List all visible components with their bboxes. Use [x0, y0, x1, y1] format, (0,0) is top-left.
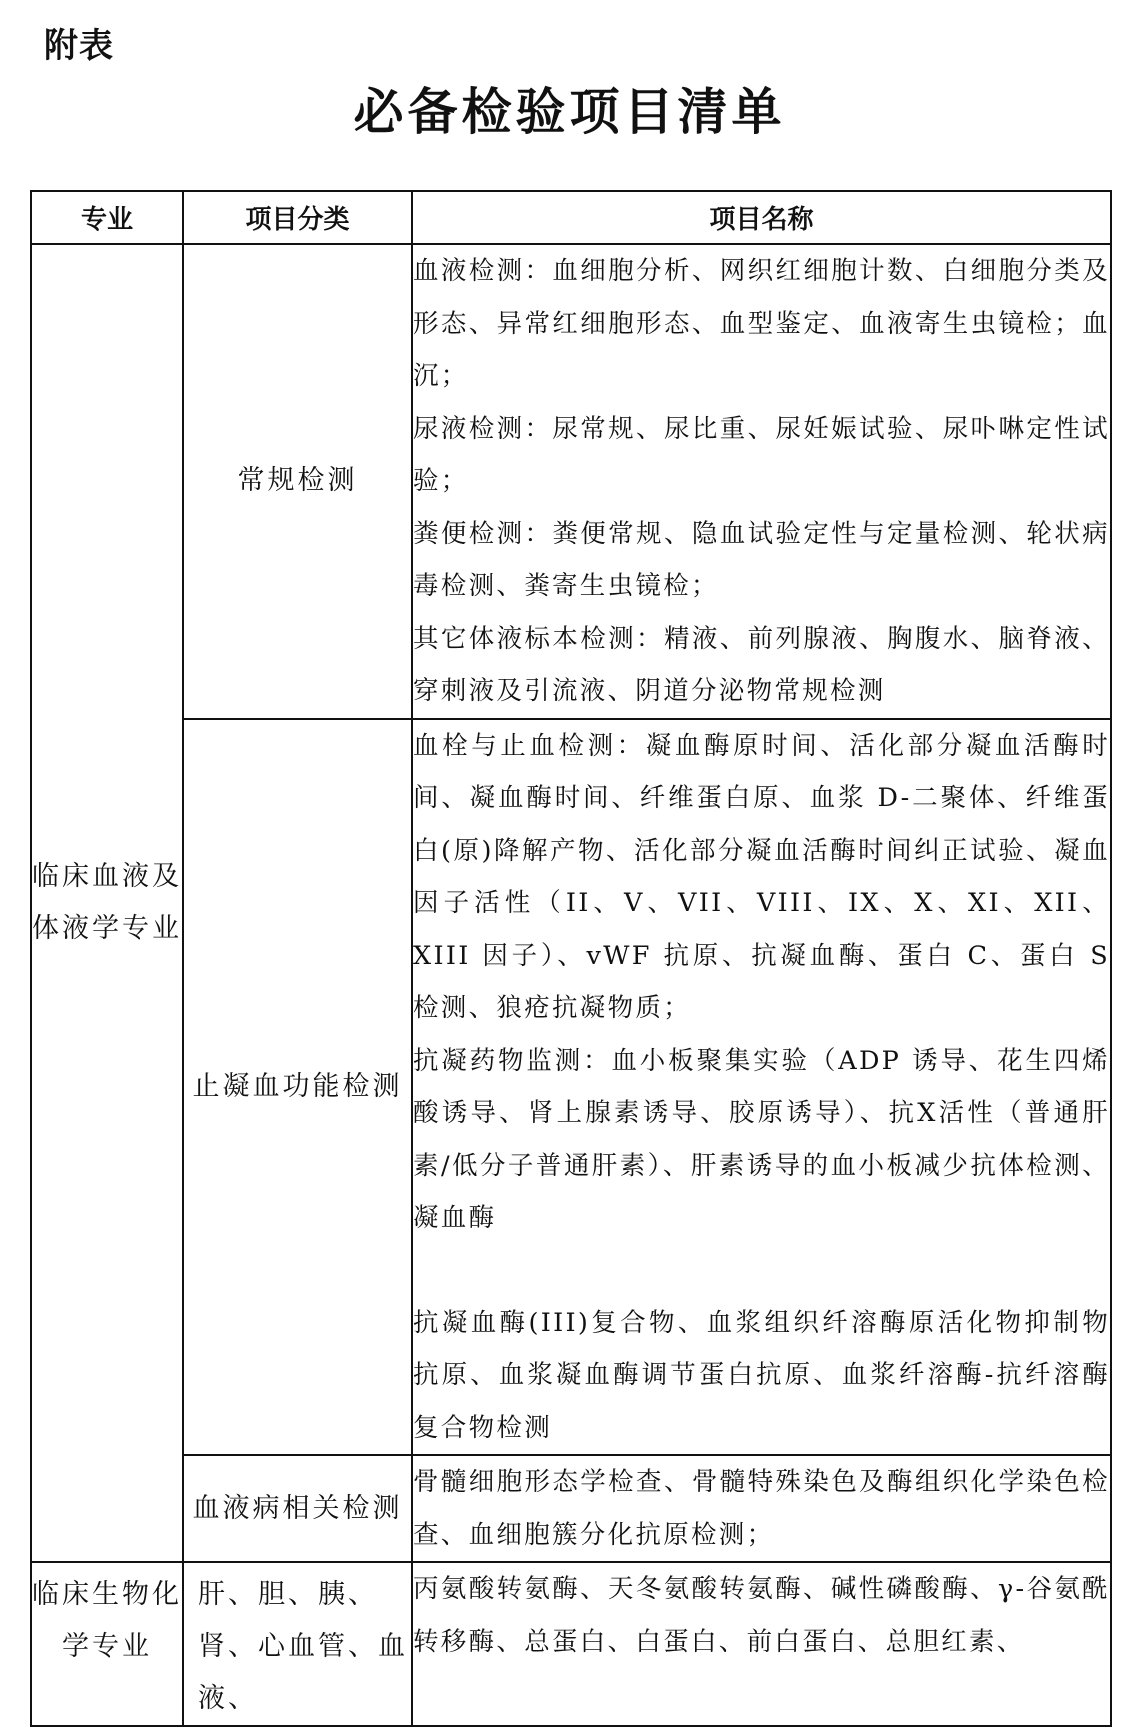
- item-names-cell: [412, 244, 1111, 719]
- table-row: [31, 1562, 1111, 1726]
- category-cell: 肝、胆、胰、肾、心血管、血液、: [183, 1562, 412, 1726]
- document-title: 必备检验项目清单: [353, 83, 786, 141]
- item-paragraph: 骨髓细胞形态学检查、骨髓特殊染色及酶组织化学染色检查、血细胞簇分化抗原检测；: [413, 1467, 1110, 1550]
- category-cell: 血液病相关检测: [183, 1455, 412, 1562]
- item-paragraph: 血液检测：血细胞分析、网织红细胞计数、白细胞分类及形态、异常红细胞形态、血型鉴定、血液寄生虫镜检；血沉；: [413, 256, 1110, 391]
- specialty-cell: 临床血液及体液学专业: [31, 244, 183, 1562]
- category-cell: 止凝血功能检测: [183, 719, 412, 1456]
- item-paragraph: 血栓与止血检测：凝血酶原时间、活化部分凝血活酶时间、凝血酶时间、纤维蛋白原、血浆 D-二聚体、纤维蛋白(原)降解产物、活化部分凝血活酶时间纠正试验、凝血因子活性（II、V、VII、VIII、IX、X、XI、XII、XIII 因子）、vWF 抗原、抗凝血酶、蛋白 C、蛋白 S 检测、狼疮抗凝物质；: [413, 730, 1110, 1023]
- table-row: [31, 1455, 1111, 1562]
- table-header-row: [31, 191, 1111, 244]
- item-paragraph: 尿液检测：尿常规、尿比重、尿妊娠试验、尿卟啉定性试验；: [413, 413, 1110, 496]
- header-category: 项目分类: [183, 191, 412, 244]
- table-row: [31, 244, 1111, 719]
- checklist-table: [30, 190, 1112, 1727]
- appendix-label: 附表: [44, 26, 114, 66]
- item-names-cell: [412, 719, 1111, 1456]
- category-cell: 常规检测: [183, 244, 412, 719]
- item-names-cell: [412, 1455, 1111, 1562]
- item-paragraph: 粪便检测：粪便常规、隐血试验定性与定量检测、轮状病毒检测、粪寄生虫镜检；: [413, 518, 1110, 601]
- table-row: [31, 719, 1111, 1456]
- item-paragraph: 丙氨酸转氨酶、天冬氨酸转氨酶、碱性磷酸酶、γ-谷氨酰转移酶、总蛋白、白蛋白、前白蛋白、总胆红素、: [413, 1574, 1110, 1657]
- header-specialty: 专业: [31, 191, 183, 244]
- item-paragraph: 抗凝药物监测：血小板聚集实验（ADP 诱导、花生四烯酸诱导、肾上腺素诱导、胶原诱导）、抗Ⅹ活性（普通肝素/低分子普通肝素）、肝素诱导的血小板减少抗体检测、凝血酶: [413, 1045, 1110, 1233]
- item-paragraph: 其它体液标本检测：精液、前列腺液、胸腹水、脑脊液、穿刺液及引流液、阴道分泌物常规检测: [413, 623, 1110, 706]
- specialty-cell: 临床生物化学专业: [31, 1562, 183, 1726]
- item-paragraph: 抗凝血酶(III)复合物、血浆组织纤溶酶原活化物抑制物抗原、血浆凝血酶调节蛋白抗原、血浆纤溶酶-抗纤溶酶复合物检测: [413, 1307, 1110, 1443]
- item-names-cell: [412, 1562, 1111, 1726]
- header-item-name: 项目名称: [412, 191, 1111, 244]
